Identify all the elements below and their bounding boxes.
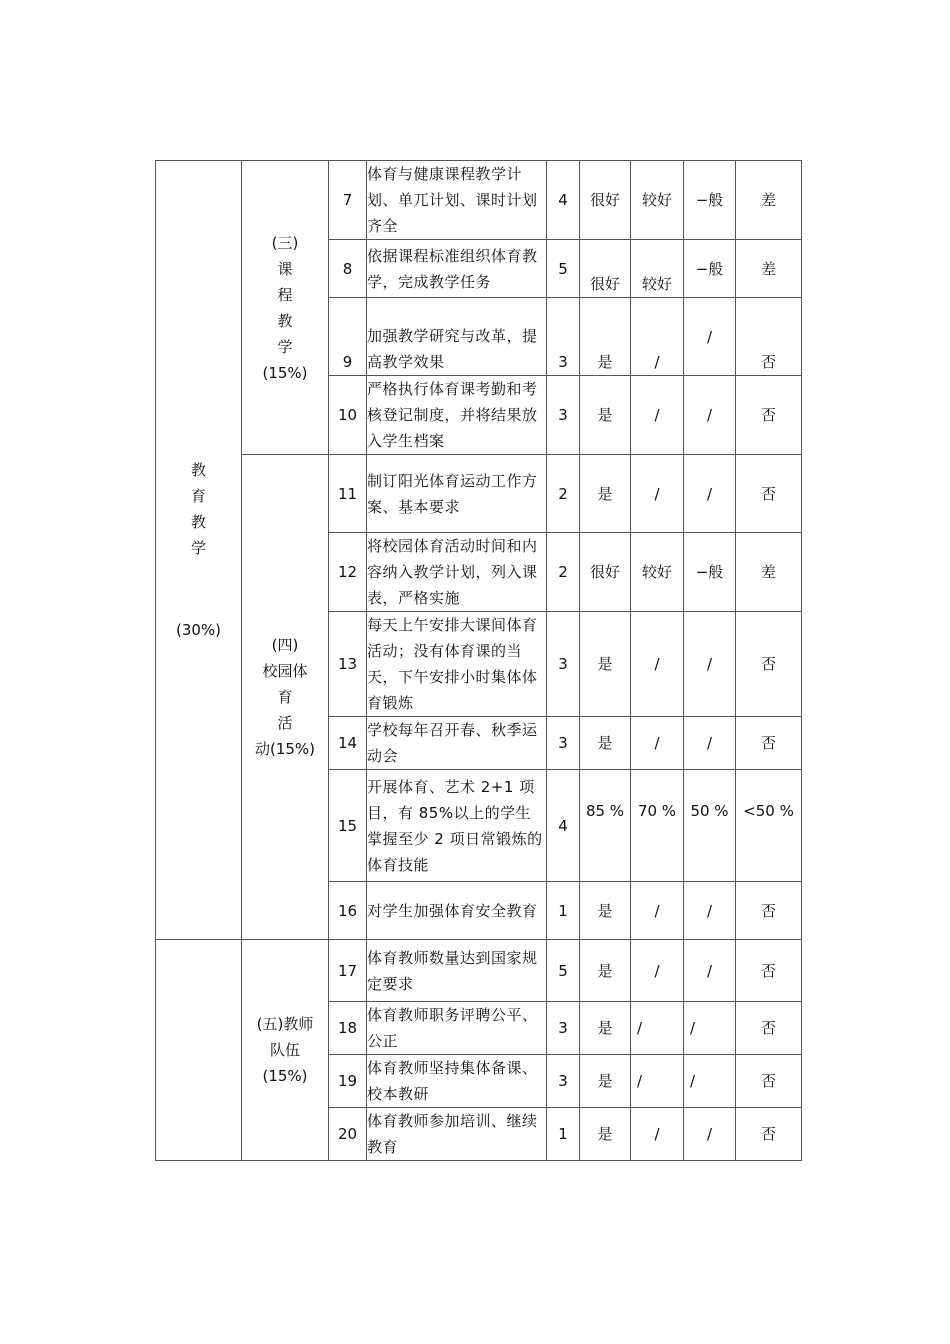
category-cell-empty <box>156 940 242 1161</box>
grade-4: 否 <box>736 1002 802 1055</box>
grade-4: 否 <box>736 1108 802 1161</box>
item-score: 3 <box>547 612 580 717</box>
grade-3: / <box>684 717 736 770</box>
grade-1: 是 <box>580 612 631 717</box>
item-number: 12 <box>329 533 367 612</box>
grade-2: / <box>631 1002 684 1055</box>
grade-4: 否 <box>736 376 802 455</box>
grade-1: 是 <box>580 1002 631 1055</box>
grade-3: 50 % <box>684 770 736 882</box>
item-text: 每天上午安排大课间体育活动；没有体育课的当天，下午安排小时集体体育锻炼 <box>367 612 547 717</box>
item-number: 9 <box>329 298 367 376</box>
grade-4: 否 <box>736 940 802 1002</box>
item-score: 3 <box>547 376 580 455</box>
grade-2: / <box>631 882 684 940</box>
subcategory-cell: (三) 课 程 教 学 (15%) <box>242 161 329 455</box>
item-score: 3 <box>547 1055 580 1108</box>
item-text: 学校每年召开春、秋季运动会 <box>367 717 547 770</box>
item-number: 17 <box>329 940 367 1002</box>
grade-3: / <box>684 1002 736 1055</box>
item-text: 对学生加强体育安全教育 <box>367 882 547 940</box>
item-number: 10 <box>329 376 367 455</box>
item-text: 严格执行体育课考勤和考核登记制度，并将结果放入学生档案 <box>367 376 547 455</box>
grade-2: 较好 <box>631 240 684 298</box>
evaluation-table <box>155 160 802 1161</box>
grade-3: / <box>684 940 736 1002</box>
item-number: 11 <box>329 455 367 533</box>
grade-2: 较好 <box>631 161 684 240</box>
grade-2: / <box>631 940 684 1002</box>
grade-2: / <box>631 1055 684 1108</box>
grade-3: −般 <box>684 533 736 612</box>
grade-2: / <box>631 717 684 770</box>
table-row <box>156 455 802 533</box>
item-score: 3 <box>547 717 580 770</box>
subcategory-cell: (四) 校园体 育 活 动(15%) <box>242 455 329 940</box>
table-row <box>156 940 802 1002</box>
item-number: 18 <box>329 1002 367 1055</box>
item-score: 3 <box>547 1002 580 1055</box>
item-text: 体育教师职务评聘公平、公正 <box>367 1002 547 1055</box>
item-score: 2 <box>547 533 580 612</box>
grade-2: / <box>631 376 684 455</box>
item-score: 5 <box>547 240 580 298</box>
grade-3: / <box>684 1108 736 1161</box>
item-number: 7 <box>329 161 367 240</box>
grade-1: 是 <box>580 940 631 1002</box>
item-text: 体育教师参加培训、继续教育 <box>367 1108 547 1161</box>
category-cell: 教 育 教 学 (30%) <box>156 161 242 940</box>
grade-4: 否 <box>736 717 802 770</box>
grade-4: 否 <box>736 612 802 717</box>
grade-3: −般 <box>684 240 736 298</box>
grade-2: 较好 <box>631 533 684 612</box>
grade-2: / <box>631 1108 684 1161</box>
item-score: 3 <box>547 298 580 376</box>
grade-3: / <box>684 376 736 455</box>
grade-1: 是 <box>580 376 631 455</box>
grade-3: / <box>684 1055 736 1108</box>
item-text: 制订阳光体育运动工作方案、基本要求 <box>367 455 547 533</box>
item-number: 8 <box>329 240 367 298</box>
item-text: 体育教师坚持集体备课、校本教研 <box>367 1055 547 1108</box>
grade-2: / <box>631 455 684 533</box>
grade-1: 是 <box>580 455 631 533</box>
item-number: 13 <box>329 612 367 717</box>
item-text: 体育教师数量达到国家规定要求 <box>367 940 547 1002</box>
grade-1: 很好 <box>580 240 631 298</box>
grade-1: 是 <box>580 1055 631 1108</box>
grade-1: 很好 <box>580 161 631 240</box>
item-text: 开展体育、艺术 2+1 项目，有 85%以上的学生掌握至少 2 项日常锻炼的体育技能 <box>367 770 547 882</box>
table-row <box>156 161 802 240</box>
item-number: 16 <box>329 882 367 940</box>
grade-2: 70 % <box>631 770 684 882</box>
grade-1: 85 % <box>580 770 631 882</box>
grade-4: <50 % <box>736 770 802 882</box>
item-score: 4 <box>547 770 580 882</box>
item-number: 19 <box>329 1055 367 1108</box>
grade-4: 差 <box>736 533 802 612</box>
grade-3: −般 <box>684 161 736 240</box>
item-number: 15 <box>329 770 367 882</box>
grade-1: 是 <box>580 1108 631 1161</box>
grade-4: 否 <box>736 882 802 940</box>
grade-2: / <box>631 298 684 376</box>
item-text: 体育与健康课程教学计划、单兀计划、课时计划齐全 <box>367 161 547 240</box>
item-score: 5 <box>547 940 580 1002</box>
grade-4: 否 <box>736 455 802 533</box>
subcategory-cell: (五)教师 队伍 (15%) <box>242 940 329 1161</box>
grade-3: / <box>684 455 736 533</box>
grade-3: / <box>684 882 736 940</box>
item-score: 1 <box>547 1108 580 1161</box>
grade-3: / <box>684 612 736 717</box>
grade-1: 是 <box>580 717 631 770</box>
item-score: 1 <box>547 882 580 940</box>
item-text: 依据课程标准组织体育教学，完成教学任务 <box>367 240 547 298</box>
grade-4: 差 <box>736 161 802 240</box>
grade-3: / <box>684 298 736 376</box>
item-score: 2 <box>547 455 580 533</box>
item-number: 20 <box>329 1108 367 1161</box>
grade-2: / <box>631 612 684 717</box>
item-text: 将校园体育活动时间和内容纳入教学计划，列入课表，严格实施 <box>367 533 547 612</box>
grade-4: 否 <box>736 1055 802 1108</box>
grade-4: 差 <box>736 240 802 298</box>
grade-1: 很好 <box>580 533 631 612</box>
item-text: 加强教学研究与改革，提高教学效果 <box>367 298 547 376</box>
grade-1: 是 <box>580 882 631 940</box>
grade-4: 否 <box>736 298 802 376</box>
grade-1: 是 <box>580 298 631 376</box>
item-score: 4 <box>547 161 580 240</box>
item-number: 14 <box>329 717 367 770</box>
